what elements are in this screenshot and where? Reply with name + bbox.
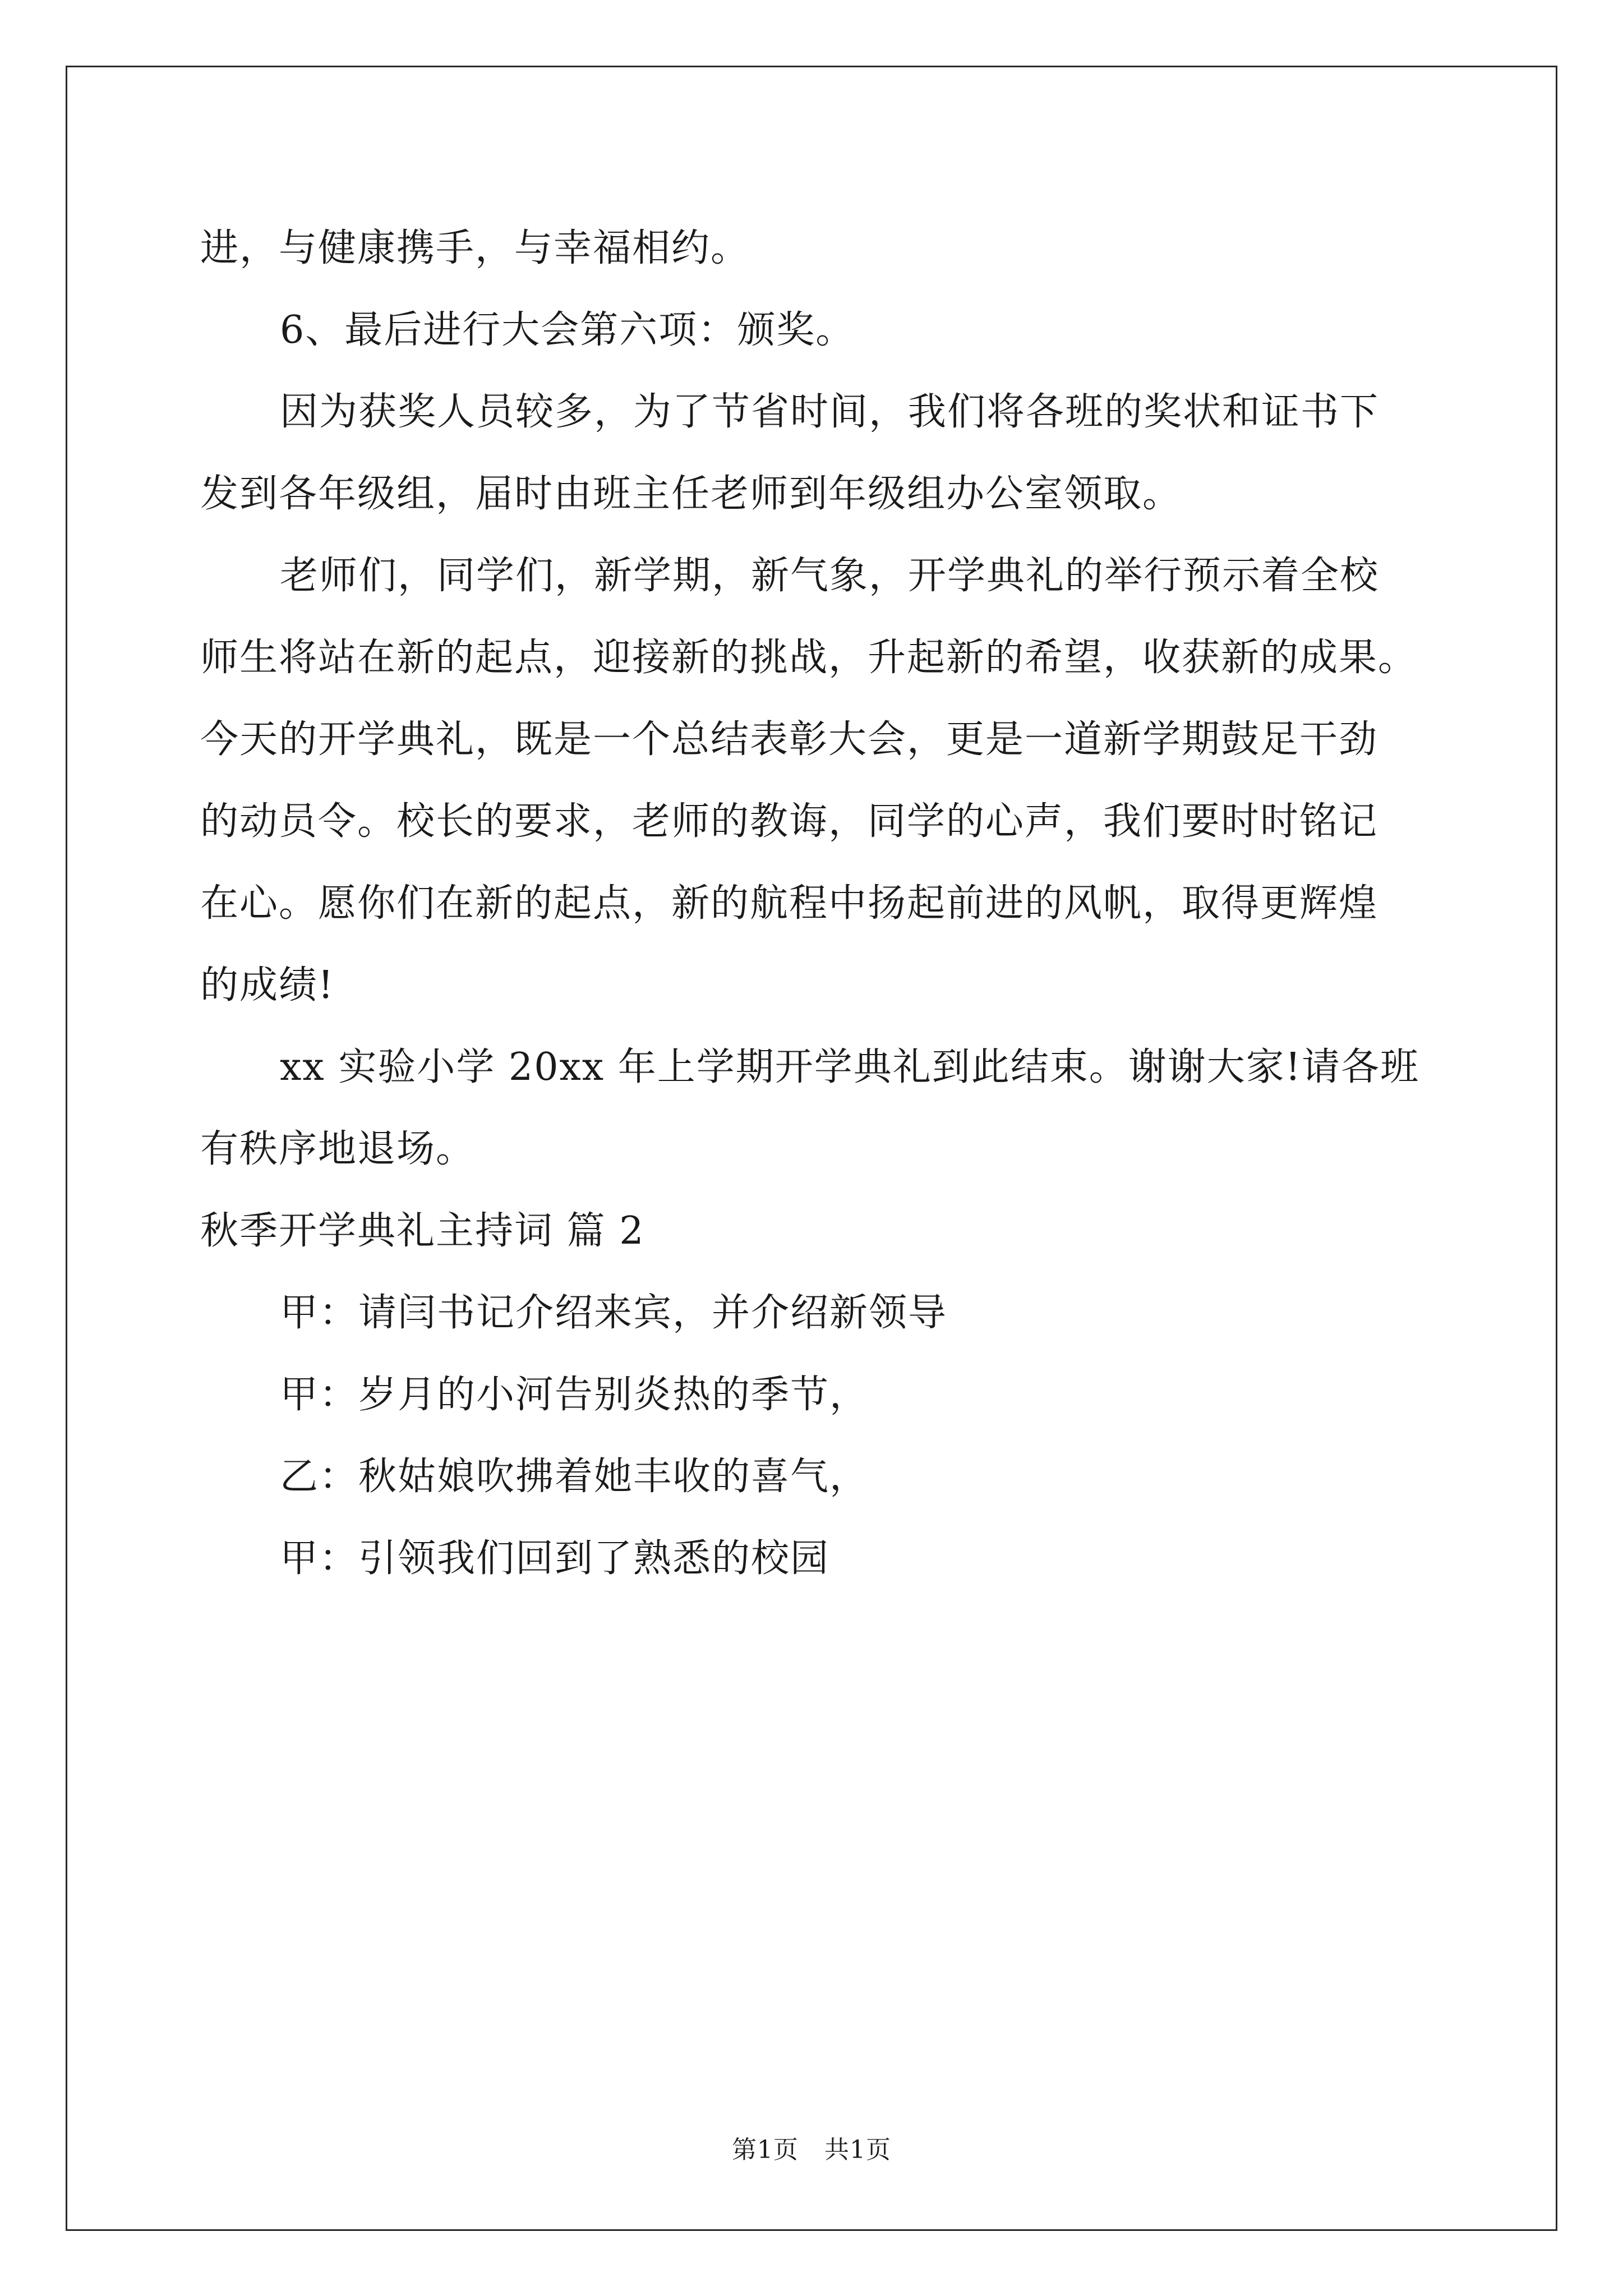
section-heading: 秋季开学典礼主持词 篇 2 (200, 1209, 645, 1253)
paragraph-line: xx 实验小学 20xx 年上学期开学典礼到此结束。谢谢大家!请各班 (280, 1045, 1420, 1089)
paragraph-line: 进，与健康携手，与幸福相约。 (200, 226, 750, 270)
dialogue-line: 甲：请闫书记介绍来宾，并介绍新领导 (280, 1291, 948, 1335)
dialogue-line: 甲：引领我们回到了熟悉的校园 (280, 1536, 830, 1581)
dialogue-line: 乙：秋姑娘吹拂着她丰收的喜气， (280, 1455, 869, 1499)
page-footer (0, 2129, 1623, 2165)
dialogue-line: 甲：岁月的小河告别炎热的季节， (280, 1373, 869, 1417)
paragraph-line: 师生将站在新的起点，迎接新的挑战，升起新的希望，收获新的成果。 (200, 636, 1418, 680)
paragraph-line: 6、最后进行大会第六项：颁奖。 (280, 308, 855, 352)
paragraph-line: 的动员令。校长的要求，老师的教诲，同学的心声，我们要时时铭记 (200, 799, 1378, 844)
document-body (200, 208, 1434, 1600)
paragraph-line: 老师们，同学们，新学期，新气象，开学典礼的举行预示着全校 (280, 554, 1380, 598)
paragraph-line: 今天的开学典礼，既是一个总结表彰大会，更是一道新学期鼓足干劲 (200, 717, 1378, 762)
page-number-total: 共1页 (824, 2136, 891, 2164)
paragraph-line: 有秩序地退场。 (200, 1127, 476, 1171)
paragraph-line: 因为获奖人员较多，为了节省时间，我们将各班的奖状和证书下 (280, 390, 1380, 434)
paragraph-line: 发到各年级组，届时由班主任老师到年级组办公室领取。 (200, 472, 1182, 516)
paragraph-line: 在心。愿你们在新的起点，新的航程中扬起前进的风帆，取得更辉煌 (200, 881, 1378, 926)
page-number-current: 第1页 (732, 2136, 799, 2164)
paragraph-line: 的成绩! (200, 963, 335, 1007)
